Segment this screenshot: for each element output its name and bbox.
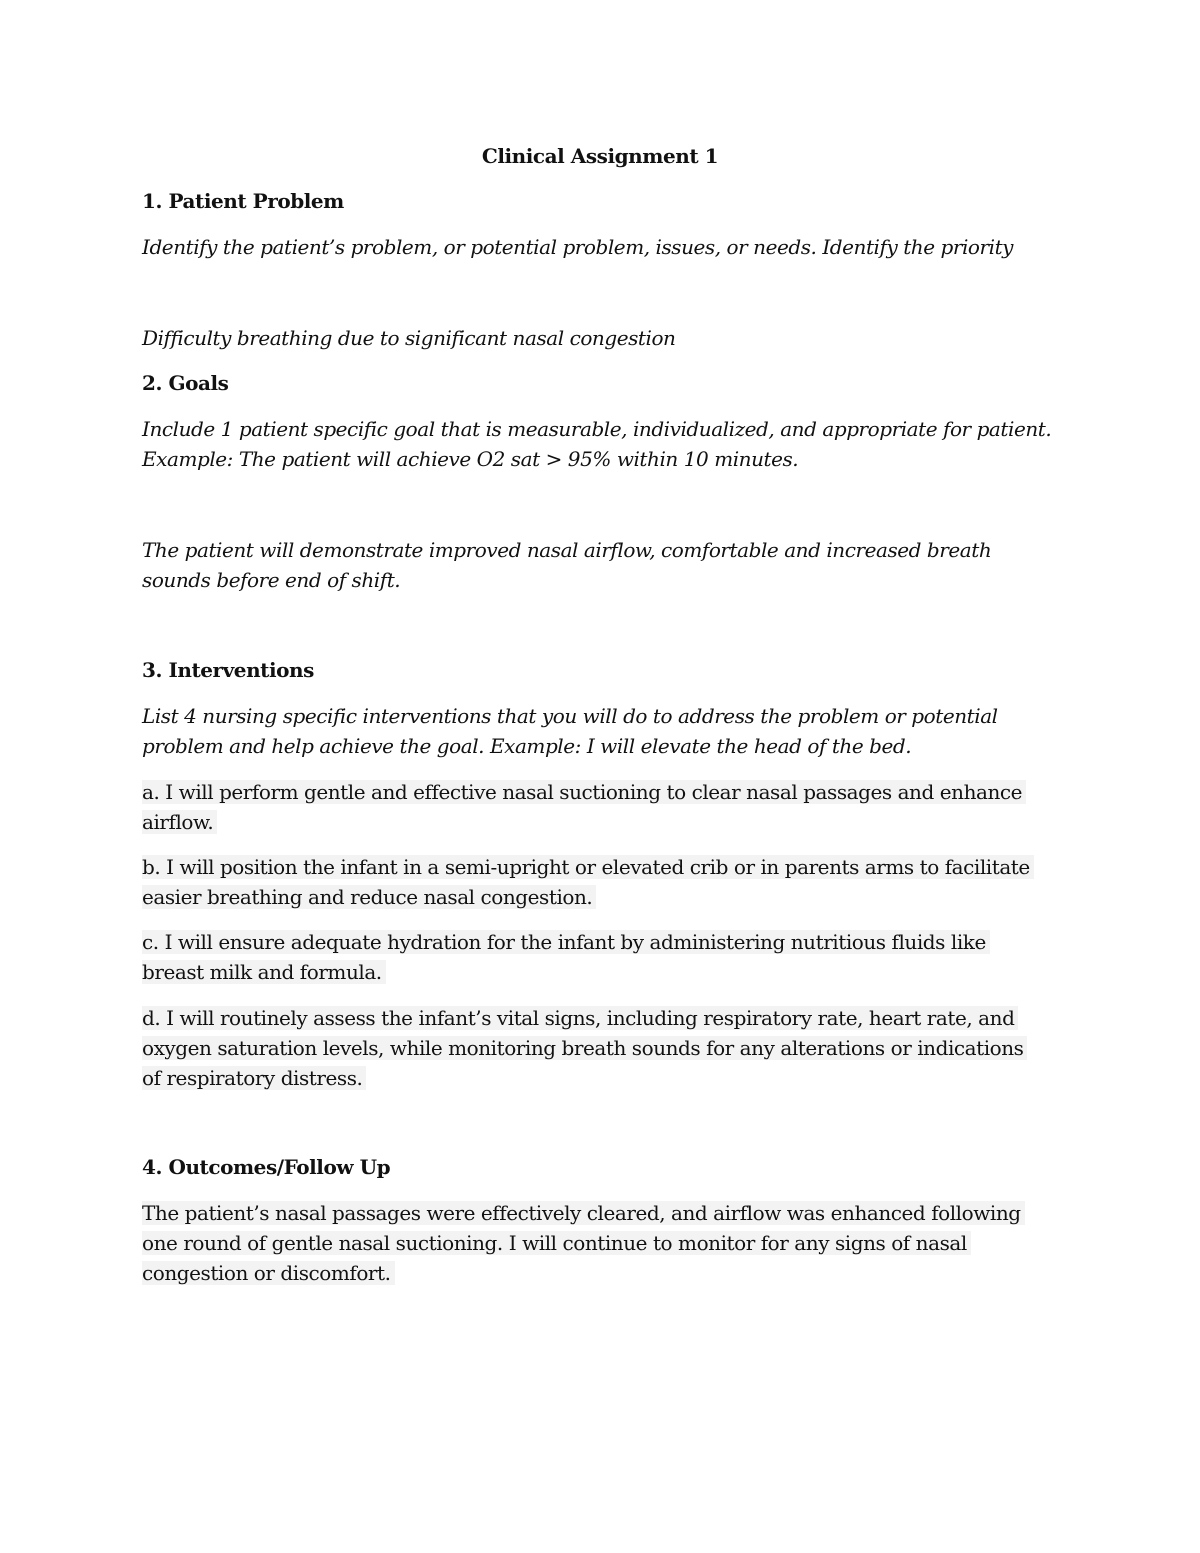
intervention-line: easier breathing and reduce nasal congestion. [142, 885, 596, 909]
section-prompt-line: Identify the patient’s problem, or potential problem, issues, or needs. Identify the priority [142, 235, 1014, 259]
intervention-line: d. I will routinely assess the infant’s vital signs, including respiratory rate, heart rate, and [142, 1006, 1018, 1030]
section-prompt-line: Include 1 patient specific goal that is measurable, individualized, and appropriate for patient. [142, 417, 1052, 441]
intervention-line: b. I will position the infant in a semi-upright or elevated crib or in parents arms to facilitate [142, 855, 1034, 879]
intervention-item-a-cont [142, 807, 217, 837]
outcome-text: The patient’s nasal passages were effectively cleared, and airflow was enhanced following [142, 1201, 1025, 1225]
intervention-item-d-cont [142, 1033, 1027, 1063]
section-heading-patient-problem: 1. Patient Problem [142, 189, 344, 213]
intervention-item-b-cont [142, 882, 596, 912]
intervention-item-a [142, 777, 1026, 807]
section-heading-goals: 2. Goals [142, 371, 229, 395]
section-answer-line: sounds before end of shift. [142, 568, 401, 592]
intervention-line: oxygen saturation levels, while monitoring breath sounds for any alterations or indications [142, 1036, 1027, 1060]
intervention-line: a. I will perform gentle and effective nasal suctioning to clear nasal passages and enhance [142, 780, 1026, 804]
section-prompt-line: List 4 nursing specific interventions that you will do to address the problem or potential [142, 704, 998, 728]
intervention-item-d-cont [142, 1063, 366, 1093]
intervention-item-b [142, 852, 1034, 882]
document-title: Clinical Assignment 1 [481, 144, 719, 168]
outcome-line [142, 1258, 395, 1288]
section-answer-line: The patient will demonstrate improved nasal airflow, comfortable and increased breath [142, 538, 992, 562]
intervention-line: c. I will ensure adequate hydration for the infant by administering nutritious fluids like [142, 930, 990, 954]
intervention-line: breast milk and formula. [142, 960, 386, 984]
section-heading-interventions: 3. Interventions [142, 658, 314, 682]
intervention-item-d [142, 1003, 1018, 1033]
intervention-item-c-cont [142, 957, 386, 987]
intervention-item-c [142, 927, 990, 957]
section-prompt-line: problem and help achieve the goal. Example: I will elevate the head of the bed. [142, 734, 912, 758]
intervention-line: airflow. [142, 810, 217, 834]
intervention-line: of respiratory distress. [142, 1066, 366, 1090]
section-heading-outcomes: 4. Outcomes/Follow Up [142, 1155, 391, 1179]
outcome-text: congestion or discomfort. [142, 1261, 395, 1285]
section-answer-line: Difficulty breathing due to significant nasal congestion [142, 326, 676, 350]
section-prompt-line: Example: The patient will achieve O2 sat > 95% within 10 minutes. [142, 447, 799, 471]
outcome-text: one round of gentle nasal suctioning. I will continue to monitor for any signs of nasal [142, 1231, 971, 1255]
outcome-line [142, 1198, 1025, 1228]
outcome-line [142, 1228, 971, 1258]
